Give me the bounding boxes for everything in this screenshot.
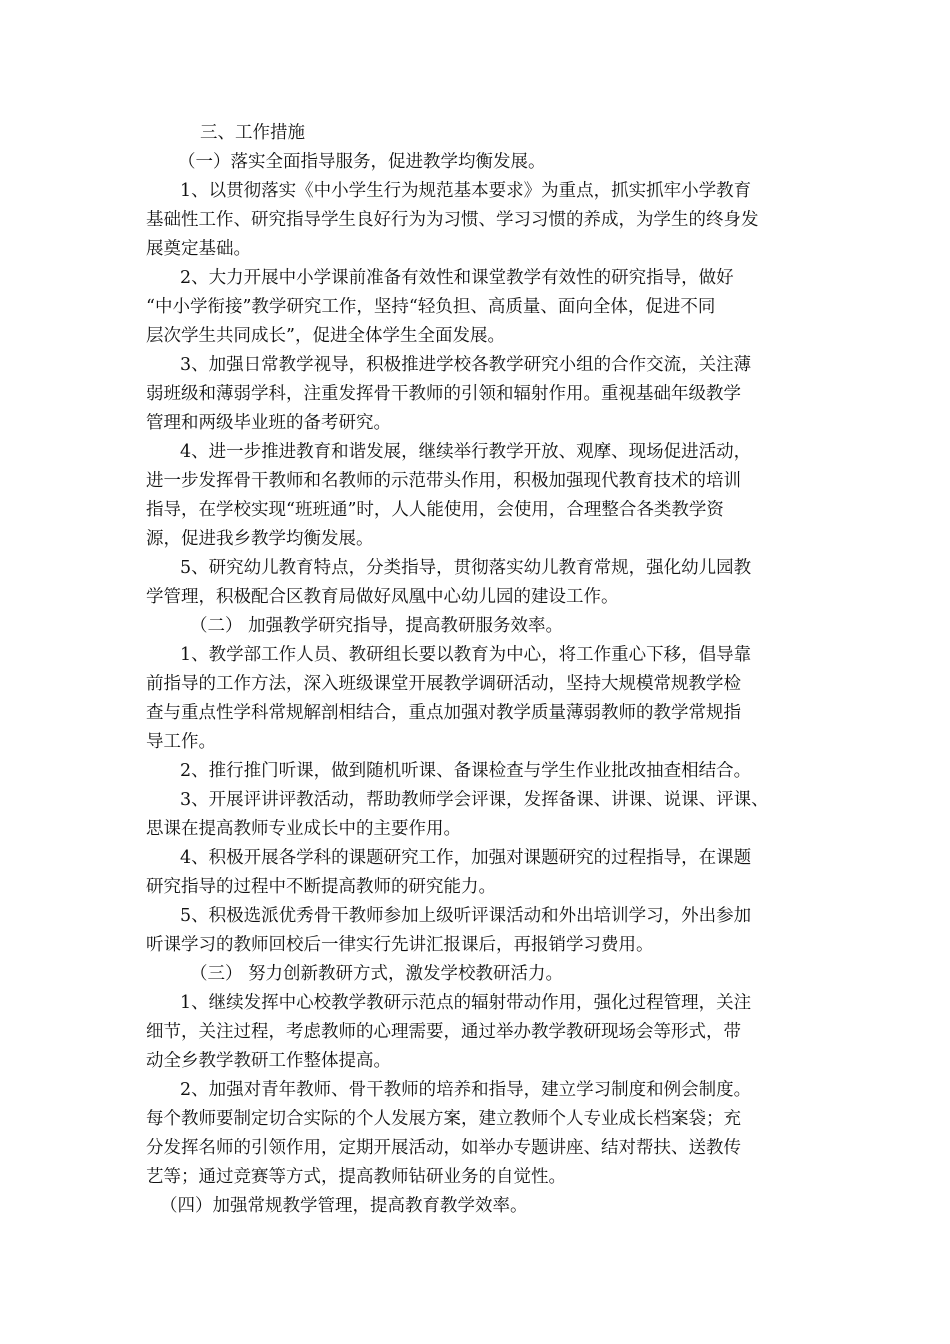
paragraph-line: 查与重点性学科常规解剖相结合，重点加强对教学质量薄弱教师的教学常规指 (146, 703, 741, 723)
paragraph-line: 细节，关注过程，考虑教师的心理需要，通过举办教学教研现场会等形式，带 (146, 1022, 741, 1042)
paragraph-line: 4、积极开展各学科的课题研究工作，加强对课题研究的过程指导，在课题 (180, 848, 752, 868)
paragraph-line: 基础性工作、研究指导学生良好行为为习惯、学习习惯的养成，为学生的终身发 (146, 210, 759, 230)
subsection-heading: （三） 努力创新教研方式，激发学校教研活力。 (190, 964, 564, 984)
paragraph-line: 管理和两级毕业班的备考研究。 (146, 413, 391, 433)
paragraph-line: 源，促进我乡教学均衡发展。 (146, 529, 374, 549)
paragraph-line: 1、教学部工作人员、教研组长要以教育为中心，将工作重心下移，倡导靠 (180, 645, 752, 665)
paragraph-line: 弱班级和薄弱学科，注重发挥骨干教师的引领和辐射作用。重视基础年级教学 (146, 384, 741, 404)
paragraph-line: 思课在提高教师专业成长中的主要作用。 (146, 819, 461, 839)
section-heading: 三、工作措施 (200, 123, 305, 143)
paragraph-line: 2、加强对青年教师、骨干教师的培养和指导，建立学习制度和例会制度。 (180, 1080, 752, 1100)
paragraph-line: 2、推行推门听课，做到随机听课、备课检查与学生作业批改抽查相结合。 (180, 761, 752, 781)
paragraph-line: 5、积极选派优秀骨干教师参加上级听评课活动和外出培训学习，外出参加 (180, 906, 752, 926)
paragraph-line: 1、继续发挥中心校教学教研示范点的辐射带动作用，强化过程管理，关注 (180, 993, 752, 1013)
paragraph-line: 动全乡教学教研工作整体提高。 (146, 1051, 391, 1071)
paragraph-line: 分发挥名师的引领作用，定期开展活动，如举办专题讲座、结对帮扶、送教传 (146, 1138, 741, 1158)
paragraph-line: “中小学衔接”教学研究工作，坚持“轻负担、高质量、面向全体，促进不同 (146, 297, 716, 317)
paragraph-line: 艺等；通过竞赛等方式，提高教师钻研业务的自觉性。 (146, 1167, 566, 1187)
subsection-heading: （二） 加强教学研究指导，提高教研服务效率。 (190, 616, 564, 636)
paragraph-line: 3、开展评讲评教活动，帮助教师学会评课，发挥备课、讲课、说课、评课、 (180, 790, 769, 810)
paragraph-line: 指导，在学校实现“班班通”时，人人能使用，会使用，合理整合各类教学资 (146, 500, 724, 520)
paragraph-line: 4、进一步推进教育和谐发展，继续举行教学开放、观摩、现场促进活动， (180, 442, 752, 462)
paragraph-line: 导工作。 (146, 732, 216, 752)
paragraph-line: 进一步发挥骨干教师和名教师的示范带头作用，积极加强现代教育技术的培训 (146, 471, 741, 491)
paragraph-line: 前指导的工作方法，深入班级课堂开展教学调研活动，坚持大规模常规教学检 (146, 674, 741, 694)
subsection-heading: （一）落实全面指导服务，促进教学均衡发展。 (178, 152, 546, 172)
paragraph-line: 学管理，积极配合区教育局做好凤凰中心幼儿园的建设工作。 (146, 587, 619, 607)
paragraph-line: 听课学习的教师回校后一律实行先讲汇报课后，再报销学习费用。 (146, 935, 654, 955)
subsection-heading: （四）加强常规教学管理，提高教育教学效率。 (160, 1196, 528, 1216)
paragraph-line: 2、大力开展中小学课前准备有效性和课堂教学有效性的研究指导，做好 (180, 268, 734, 288)
paragraph-line: 5、研究幼儿教育特点，分类指导，贯彻落实幼儿教育常规，强化幼儿园教 (180, 558, 752, 578)
paragraph-line: 研究指导的过程中不断提高教师的研究能力。 (146, 877, 496, 897)
paragraph-line: 1、以贯彻落实《中小学生行为规范基本要求》为重点，抓实抓牢小学教育 (180, 181, 752, 201)
paragraph-line: 每个教师要制定切合实际的个人发展方案，建立教师个人专业成长档案袋；充 (146, 1109, 741, 1129)
paragraph-line: 3、加强日常教学视导，积极推进学校各教学研究小组的合作交流，关注薄 (180, 355, 752, 375)
paragraph-line: 展奠定基础。 (146, 239, 251, 259)
paragraph-line: 层次学生共同成长”，促进全体学生全面发展。 (146, 326, 505, 346)
